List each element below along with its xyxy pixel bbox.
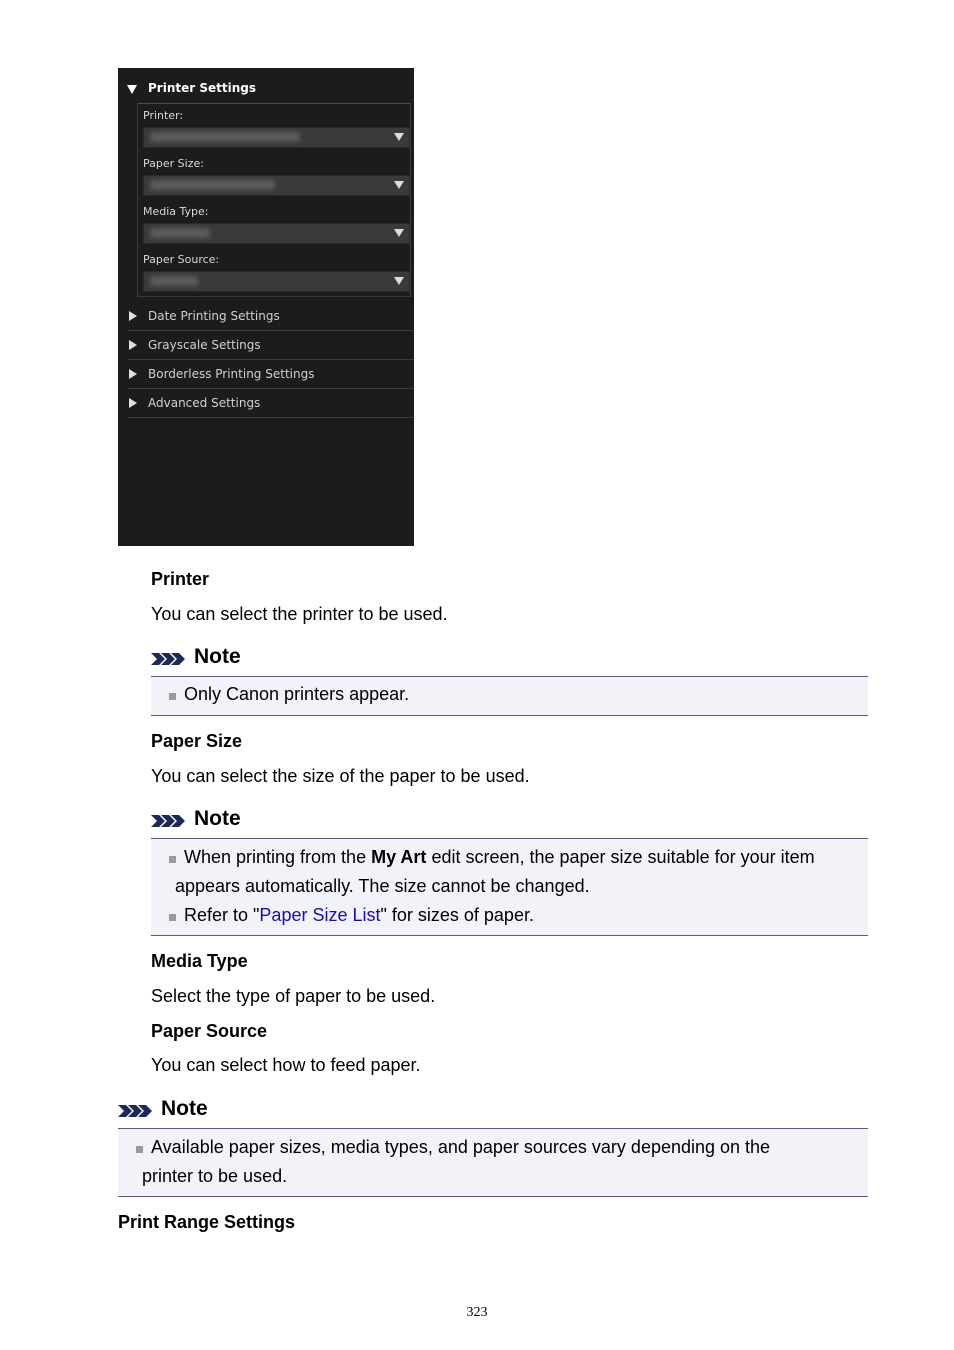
bullet-icon: [136, 1146, 143, 1153]
note-text: Only Canon printers appear.: [184, 684, 410, 704]
paper-size-value: [150, 180, 275, 190]
printer-description: You can select the printer to be used.: [151, 604, 448, 624]
paper-size-list-link[interactable]: Paper Size List: [259, 905, 381, 925]
printer-settings-title: Printer Settings: [148, 81, 256, 95]
section-date-printing[interactable]: [128, 302, 414, 331]
expand-triangle-icon: [129, 398, 137, 408]
printer-settings-header[interactable]: [118, 80, 414, 100]
note-box: [151, 838, 868, 936]
note-item-continuation: appears automatically. The size cannot be changed.: [175, 876, 590, 896]
paper-source-value: [150, 276, 198, 286]
note-box: [118, 1128, 868, 1197]
note-title: Note: [194, 645, 241, 668]
note-icon: [151, 651, 189, 667]
printer-select[interactable]: [143, 127, 410, 148]
note-text: When printing from the: [184, 847, 372, 867]
section-label: Grayscale Settings: [148, 338, 261, 352]
printer-settings-fields: [137, 103, 411, 297]
note-title: Note: [194, 807, 241, 830]
print-range-heading: Print Range Settings: [118, 1212, 296, 1232]
section-grayscale[interactable]: [128, 331, 414, 360]
media-type-heading: Media Type: [151, 951, 248, 971]
note-item-continuation: printer to be used.: [142, 1166, 288, 1186]
note-title: Note: [161, 1097, 208, 1120]
note-text: edit screen, the paper size suitable for your item: [426, 847, 815, 867]
page-number: 323: [466, 1305, 488, 1320]
paper-source-label: Paper Source:: [143, 253, 220, 266]
paper-size-heading: Paper Size: [151, 731, 243, 751]
paper-size-select[interactable]: [143, 175, 410, 196]
note-text: Refer to ": [184, 905, 260, 925]
section-label: Date Printing Settings: [148, 309, 280, 323]
bullet-icon: [169, 693, 176, 700]
paper-source-select[interactable]: [143, 271, 410, 292]
my-art-bold: My Art: [371, 847, 427, 867]
section-label: Advanced Settings: [148, 396, 261, 410]
note-item: [169, 905, 534, 926]
note-item: [136, 1137, 770, 1158]
paper-size-label: Paper Size:: [143, 157, 204, 170]
chevron-down-icon: [394, 133, 404, 141]
note-text: Available paper sizes, media types, and paper sources vary depending on the: [151, 1137, 771, 1157]
note-icon: [118, 1103, 156, 1119]
note-item: [169, 847, 815, 868]
section-label: Borderless Printing Settings: [148, 367, 315, 381]
media-type-label: Media Type:: [143, 205, 209, 218]
media-type-value: [150, 228, 210, 238]
section-advanced[interactable]: [128, 389, 414, 418]
note-text: " for sizes of paper.: [380, 905, 534, 925]
expand-triangle-icon: [129, 369, 137, 379]
media-type-description: Select the type of paper to be used.: [151, 986, 436, 1006]
bullet-icon: [169, 914, 176, 921]
note-item: [169, 684, 409, 705]
section-borderless-printing[interactable]: [128, 360, 414, 389]
bullet-icon: [169, 856, 176, 863]
chevron-down-icon: [394, 181, 404, 189]
expand-triangle-icon: [129, 311, 137, 321]
collapse-triangle-icon: [127, 85, 137, 94]
printer-heading: Printer: [151, 569, 210, 589]
printer-label: Printer:: [143, 109, 184, 122]
paper-source-description: You can select how to feed paper.: [151, 1055, 421, 1075]
expand-triangle-icon: [129, 340, 137, 350]
paper-size-description: You can select the size of the paper to be used.: [151, 766, 530, 786]
media-type-select[interactable]: [143, 223, 410, 244]
chevron-down-icon: [394, 277, 404, 285]
printer-settings-panel: [118, 68, 414, 546]
paper-source-heading: Paper Source: [151, 1021, 268, 1041]
chevron-down-icon: [394, 229, 404, 237]
note-icon: [151, 813, 189, 829]
printer-value: [150, 132, 300, 142]
note-box: [151, 676, 868, 716]
